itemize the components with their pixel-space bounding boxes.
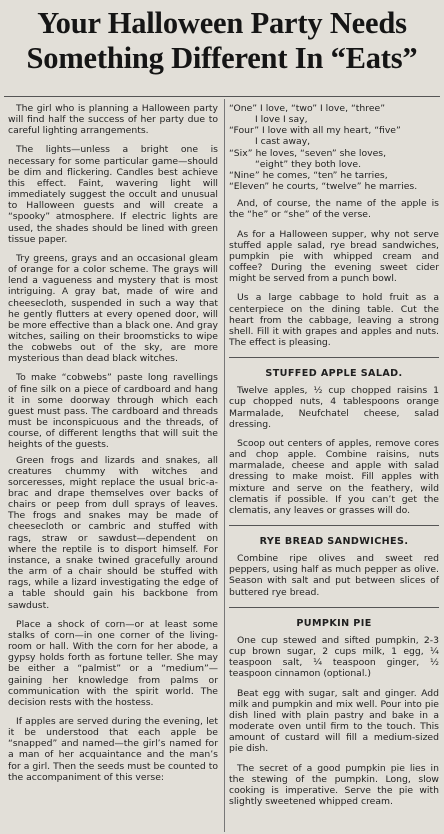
recipe-title: PUMPKIN PIE <box>296 617 372 629</box>
recipe-title: RYE BREAD SANDWICHES. <box>259 536 409 547</box>
right-column <box>229 103 439 815</box>
section-rule <box>229 525 439 526</box>
headline-line-2: Something Different In “Eats” <box>26 41 418 75</box>
verse-line: “Four” I love with all my heart, “five” <box>229 125 401 137</box>
paragraph: One cup stewed and sifted pumpkin, 2-3 cup brown sugar, 2 cups milk, 1 egg, ¼ teaspoon salt, ¼ teaspoon ginger, ½ teaspoon cinnamon (optional.) <box>229 634 439 680</box>
left-column <box>8 103 218 791</box>
paragraph: Us a large cabbage to hold fruit as a centerpiece on the dining table. Cut the heart from the cabbage, leaving a strong shell. Fill it with grapes and apples and nuts. The effect is pleasing. <box>229 292 439 348</box>
paragraph: Twelve apples, ½ cup chopped raisins 1 cup chopped nuts, 4 tablespoons orange Marmalade, Neufchatel cheese, salad dressing. <box>229 385 439 430</box>
verse-line: “eight” they both love. <box>255 158 362 170</box>
recipe-title: STUFFED APPLE SALAD. <box>265 368 403 380</box>
paragraph: Green frogs and lizards and snakes, all creatures chummy with witches and sorceresses, might replace the usual bric-a-brac and drape themselves over backs of chairs or peep from dull sprays of leaves. The frogs and snakes may be made of cheesecloth or cambric and stuffed with rags, straw or sawdust—dependent on where the reptile is to disport himself. For instance, a snake twined gracefully around the arm of a chair should be stuffed with rags, while a lizard investigating the edge of a table should gain his backbone from sawdust. <box>8 454 218 611</box>
paragraph: As for a Halloween supper, why not serve stuffed apple salad, rye bread sandwiches, pumpkin pie with whipped cream and coffee? During the evening sweet cider might be served from a punch bowl. <box>229 228 439 285</box>
paragraph: Beat egg with sugar, salt and ginger. Add milk and pumpkin and mix well. Pour into pie dish lined with plain pastry and bake in a moderate oven until firm to the touch. This amount of custard will fill a medium-sized pie dish. <box>229 687 439 755</box>
verse-line: “Nine” he comes, “ten” he tarries, <box>229 169 388 181</box>
paragraph: Try greens, grays and an occasional gleam of orange for a color scheme. The grays will lend a vagueness and mystery that is most intriguing. A gray bat, made of wire and cheesecloth, suspended in such a way that he gently flutters at every opened door, will be more effective than a black one. And gray witches, sailing on their broomsticks to wipe the cobwebs out of the sky, are more mysterious than dead black witches. <box>8 252 218 365</box>
paragraph: If apples are served during the evening, let it be understood that each apple be “snapped” and named—the girl’s named for a man of her acquaintance and the man’s for a girl. Then the seeds must be counted to the accompaniment of this verse: <box>8 715 218 783</box>
verse-line: “Eleven” he courts, “twelve” he marries. <box>229 181 418 193</box>
section-rule <box>229 607 439 608</box>
verse-line: “One” I love, “two” I love, “three” <box>229 103 386 114</box>
headline-line-1: Your Halloween Party Needs <box>37 6 407 40</box>
article-headline <box>0 6 444 76</box>
verse-line: I cast away, <box>255 136 311 148</box>
verse-line: I love I say, <box>255 114 308 126</box>
paragraph: And, of course, the name of the apple is the “he” or “she” of the verse. <box>229 198 439 221</box>
verse-line: “Six” he loves, “seven” she loves, <box>229 147 387 159</box>
apple-verse <box>229 103 439 192</box>
paragraph: Combine ripe olives and sweet red peppers, using half as much pepper as olive. Season with salt and put between slices of buttered rye bread. <box>229 553 439 598</box>
paragraph: The secret of a good pumpkin pie lies in the stewing of the pumpkin. Long, slow cooking is imperative. Serve the pie with slightly sweetened whipped cream. <box>229 762 439 807</box>
paragraph: The lights—unless a bright one is necessary for some particular game—should be dim and flickering. Candles best achieve this effect. Faint, wavering light will immediately suggest the occult and unusual to Halloween guests and will create a “spooky” atmosphere. If electric lights are used, the shades should be lined with green tissue paper. <box>8 144 218 245</box>
headline-rule <box>4 96 440 97</box>
paragraph: Place a shock of corn—or at least some stalks of corn—in one corner of the living-room or hall. With the corn for her abode, a gypsy holds forth as fortune teller. She may be either a “palmist” or a “medium”—gaining her knowledge from palms or communication with the spirit world. The decision rests with the hostess. <box>8 618 218 708</box>
paragraph: Scoop out centers of apples, remove cores and chop apple. Combine raisins, nuts marmalade, cheese and apple with salad dressing to make moist. Fill apples with mixture and serve on the feathery, wild clematis if possible. If you can’t get the clematis, any leaves or grasses will do. <box>229 437 439 516</box>
column-divider <box>224 99 225 832</box>
paragraph: The girl who is planning a Halloween party will find half the success of her party due to careful lighting arrangements. <box>8 103 218 137</box>
section-rule <box>229 357 439 358</box>
paragraph: To make “cobwebs” paste long ravellings of fine silk on a piece of cardboard and hang it in some doorway through which each guest must pass. The cardboard and threads must be inconspicuous and the threads, of course, of different lengths that will suit the heights of the guests. <box>8 372 218 451</box>
